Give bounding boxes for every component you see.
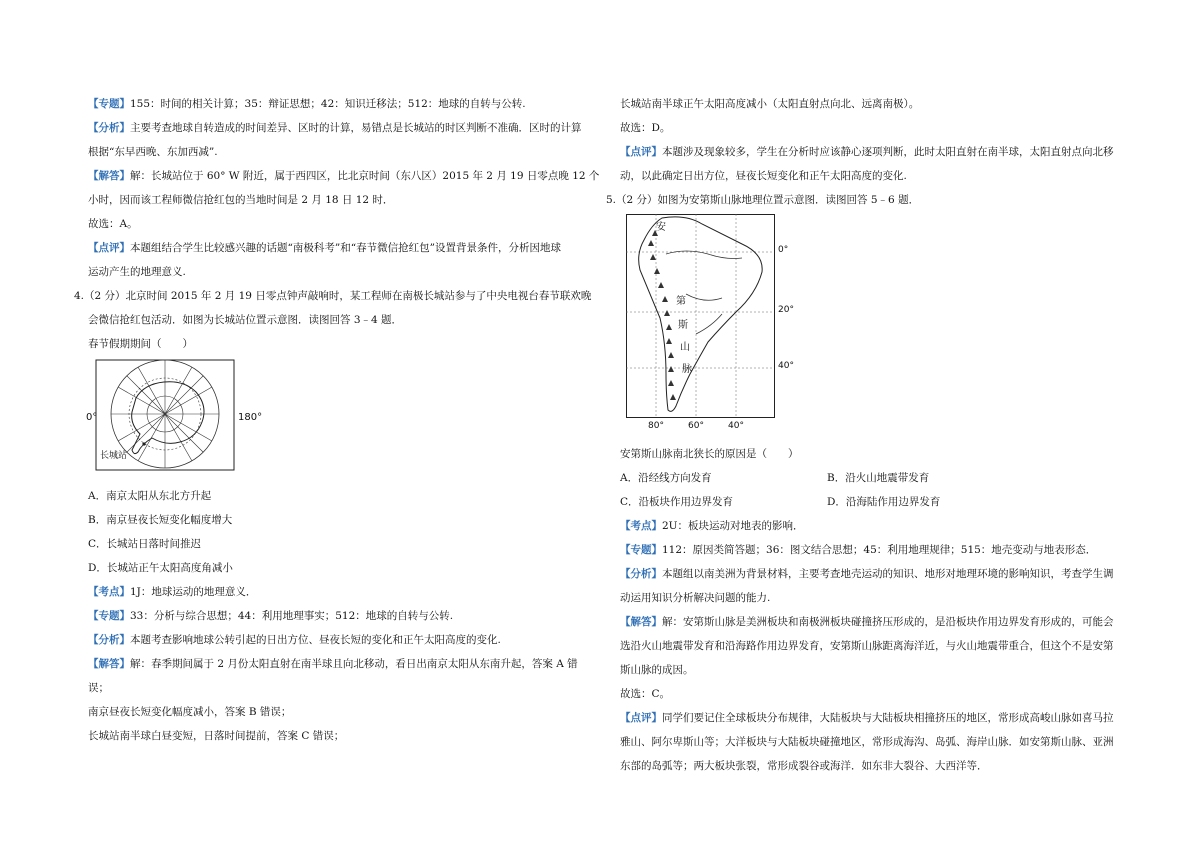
q5-comment: 【点评】同学们要记住全球板块分布规律，大陆板块与大陆板块相撞挤压的地区，常形成高峻山脉如喜马拉 [620, 712, 1114, 724]
q4-option-a: A．南京太阳从东北方升起 [88, 490, 212, 502]
andes-char-1: 安 [656, 222, 666, 233]
label-lon-80: 80° [648, 421, 664, 431]
q5-options-row1 [620, 466, 1130, 490]
q4-question: 春节假期期间（ ） [88, 338, 193, 350]
q4-comment: 【点评】本题涉及现象较多，学生在分析时应该静心逐项判断，此时太阳直射在南半球，太阳直射点向北移 [620, 146, 1114, 158]
q4-answer-cont: 误； [88, 682, 109, 694]
q4-answer: 【解答】解：春季期间属于 2 月份太阳直射在南半球且向北移动，看日出南京太阳从东南升起，答案 A 错 [88, 658, 578, 670]
label-180-degree: 180° [238, 412, 263, 423]
q4-option-d: D．长城站正午太阳高度角减小 [88, 562, 233, 574]
polar-map-figure [88, 358, 598, 478]
q4-stem: 4.（2 分）北京时间 2015 年 2 月 19 日零点钟声敲响时，某工程师在南极长城站参与了中央电视台春节联欢晚 [74, 290, 592, 302]
q4-option-c: C．长城站日落时间推迟 [88, 538, 202, 550]
label-0-degree: 0° [86, 412, 98, 423]
q4-answer-b: 南京昼夜长短变化幅度减小，答案 B 错误； [88, 706, 292, 718]
q5-option-d: D．沿海陆作用边界发育 [827, 496, 941, 508]
q3-choice: 故选：A。 [88, 218, 138, 230]
q5-analysis-cont: 动运用知识分析解决问题的能力. [620, 592, 771, 604]
andes-map-figure [620, 214, 1130, 440]
label-lon-40: 40° [728, 421, 744, 431]
andes-char-3: 斯 [678, 320, 688, 331]
label-lat-20: 20° [778, 305, 794, 315]
q4-analysis: 【分析】本题考查影响地球公转引起的日出方位、昼夜长短的变化和正午太阳高度的变化. [88, 634, 501, 646]
right-column [606, 92, 1130, 778]
andes-map [626, 214, 789, 424]
q5-topic: 【专题】112：原因类简答题；36：图文结合思想；45：利用地理规律；515：地壳变动与地表形态． [620, 544, 1097, 556]
andes-char-5: 脉 [682, 364, 692, 375]
q4-answer-d: 长城站南半球正午太阳高度减小（太阳直射点向北、远离南极）。 [620, 98, 920, 110]
q4-comment-cont: 动，以此确定日出方位，昼夜长短变化和正午太阳高度的变化. [620, 170, 907, 182]
q5-option-a: A．沿经线方向发育 [620, 472, 712, 484]
q3-analysis-cont: 根据“东早西晚、东加西减”. [88, 146, 218, 158]
q5-comment-cont2: 东部的岛弧等；两大板块张裂，常形成裂谷或海洋．如东非大裂谷、大西洋等． [620, 760, 988, 772]
label-lat-0: 0° [778, 245, 789, 255]
q5-choice: 故选：C。 [620, 688, 671, 700]
q4-topic: 【专题】33：分析与综合思想；44：利用地理事实；512：地球的自转与公转. [88, 610, 454, 622]
andes-char-2: 第 [676, 296, 686, 307]
q5-question: 安第斯山脉南北狭长的原因是（ ） [620, 448, 799, 460]
q3-answer-cont: 小时，因而该工程师微信抢红包的当地时间是 2 月 18 日 12 时． [88, 194, 394, 206]
q3-answer: 【解答】解：长城站位于 60° W 附近，属于西四区，比北京时间（东八区）2015 年 2 月 19 日零点晚 12 个 [88, 170, 600, 182]
left-column [74, 92, 600, 748]
q3-analysis: 【分析】主要考查地球自转造成的时间差异、区时的计算，易错点是长城站的时区判断不准确．区时的计算 [88, 122, 582, 134]
q5-analysis: 【分析】本题组以南美洲为背景材料，主要考查地壳运动的知识、地形对地理环境的影响知识，考查学生调 [620, 568, 1114, 580]
q4-answer-c: 长城站南半球白昼变短，日落时间提前，答案 C 错误； [88, 730, 345, 742]
label-lat-40: 40° [778, 361, 794, 371]
q4-choice: 故选：D。 [620, 122, 671, 134]
q3-comment: 【点评】本题组结合学生比较感兴趣的话题“南极科考”和“春节微信抢红包”设置背景条件，分析因地球 [88, 242, 561, 254]
q4-point: 【考点】1J：地球运动的地理意义． [88, 586, 257, 598]
q5-comment-cont: 雅山、阿尔卑斯山等；大洋板块与大陆板块碰撞地区，常形成海沟、岛弧、海岸山脉．如安第斯山脉、亚洲 [620, 736, 1114, 748]
q5-answer-cont: 选沿火山地震带发育和沿海路作用边界发育，安第斯山脉距离海洋近，与火山地震带重合，但这个不是安第 [620, 640, 1114, 652]
q3-comment-cont: 运动产生的地理意义. [88, 266, 186, 278]
label-lon-60: 60° [688, 421, 704, 431]
q5-option-b: B．沿火山地震带发育 [827, 472, 930, 484]
q5-point: 【考点】2U：板块运动对地表的影响． [620, 520, 804, 532]
q5-stem: 5.（2 分）如图为安第斯山脉地理位置示意图．读图回答 5﹣6 题． [606, 194, 920, 206]
q3-topic: 【专题】155：时间的相关计算；35：辩证思想；42：知识迁移法；512：地球的自转与公转. [88, 98, 526, 110]
q4-stem-cont: 会微信抢红包活动．如图为长城站位置示意图．读图回答 3﹣4 题． [88, 314, 403, 326]
q4-option-b: B．南京昼夜长短变化幅度增大 [88, 514, 233, 526]
q5-answer: 【解答】解：安第斯山脉是美洲板块和南极洲板块碰撞挤压形成的，是沿板块作用边界发育形成的，可能会 [620, 616, 1114, 628]
q5-option-c: C．沿板块作用边界发育 [620, 496, 734, 508]
q5-options-row2 [620, 490, 1130, 514]
andes-char-4: 山 [680, 342, 690, 353]
label-changcheng-station: 长城站 [100, 451, 128, 461]
q5-answer-cont2: 斯山脉的成因。 [620, 664, 694, 676]
